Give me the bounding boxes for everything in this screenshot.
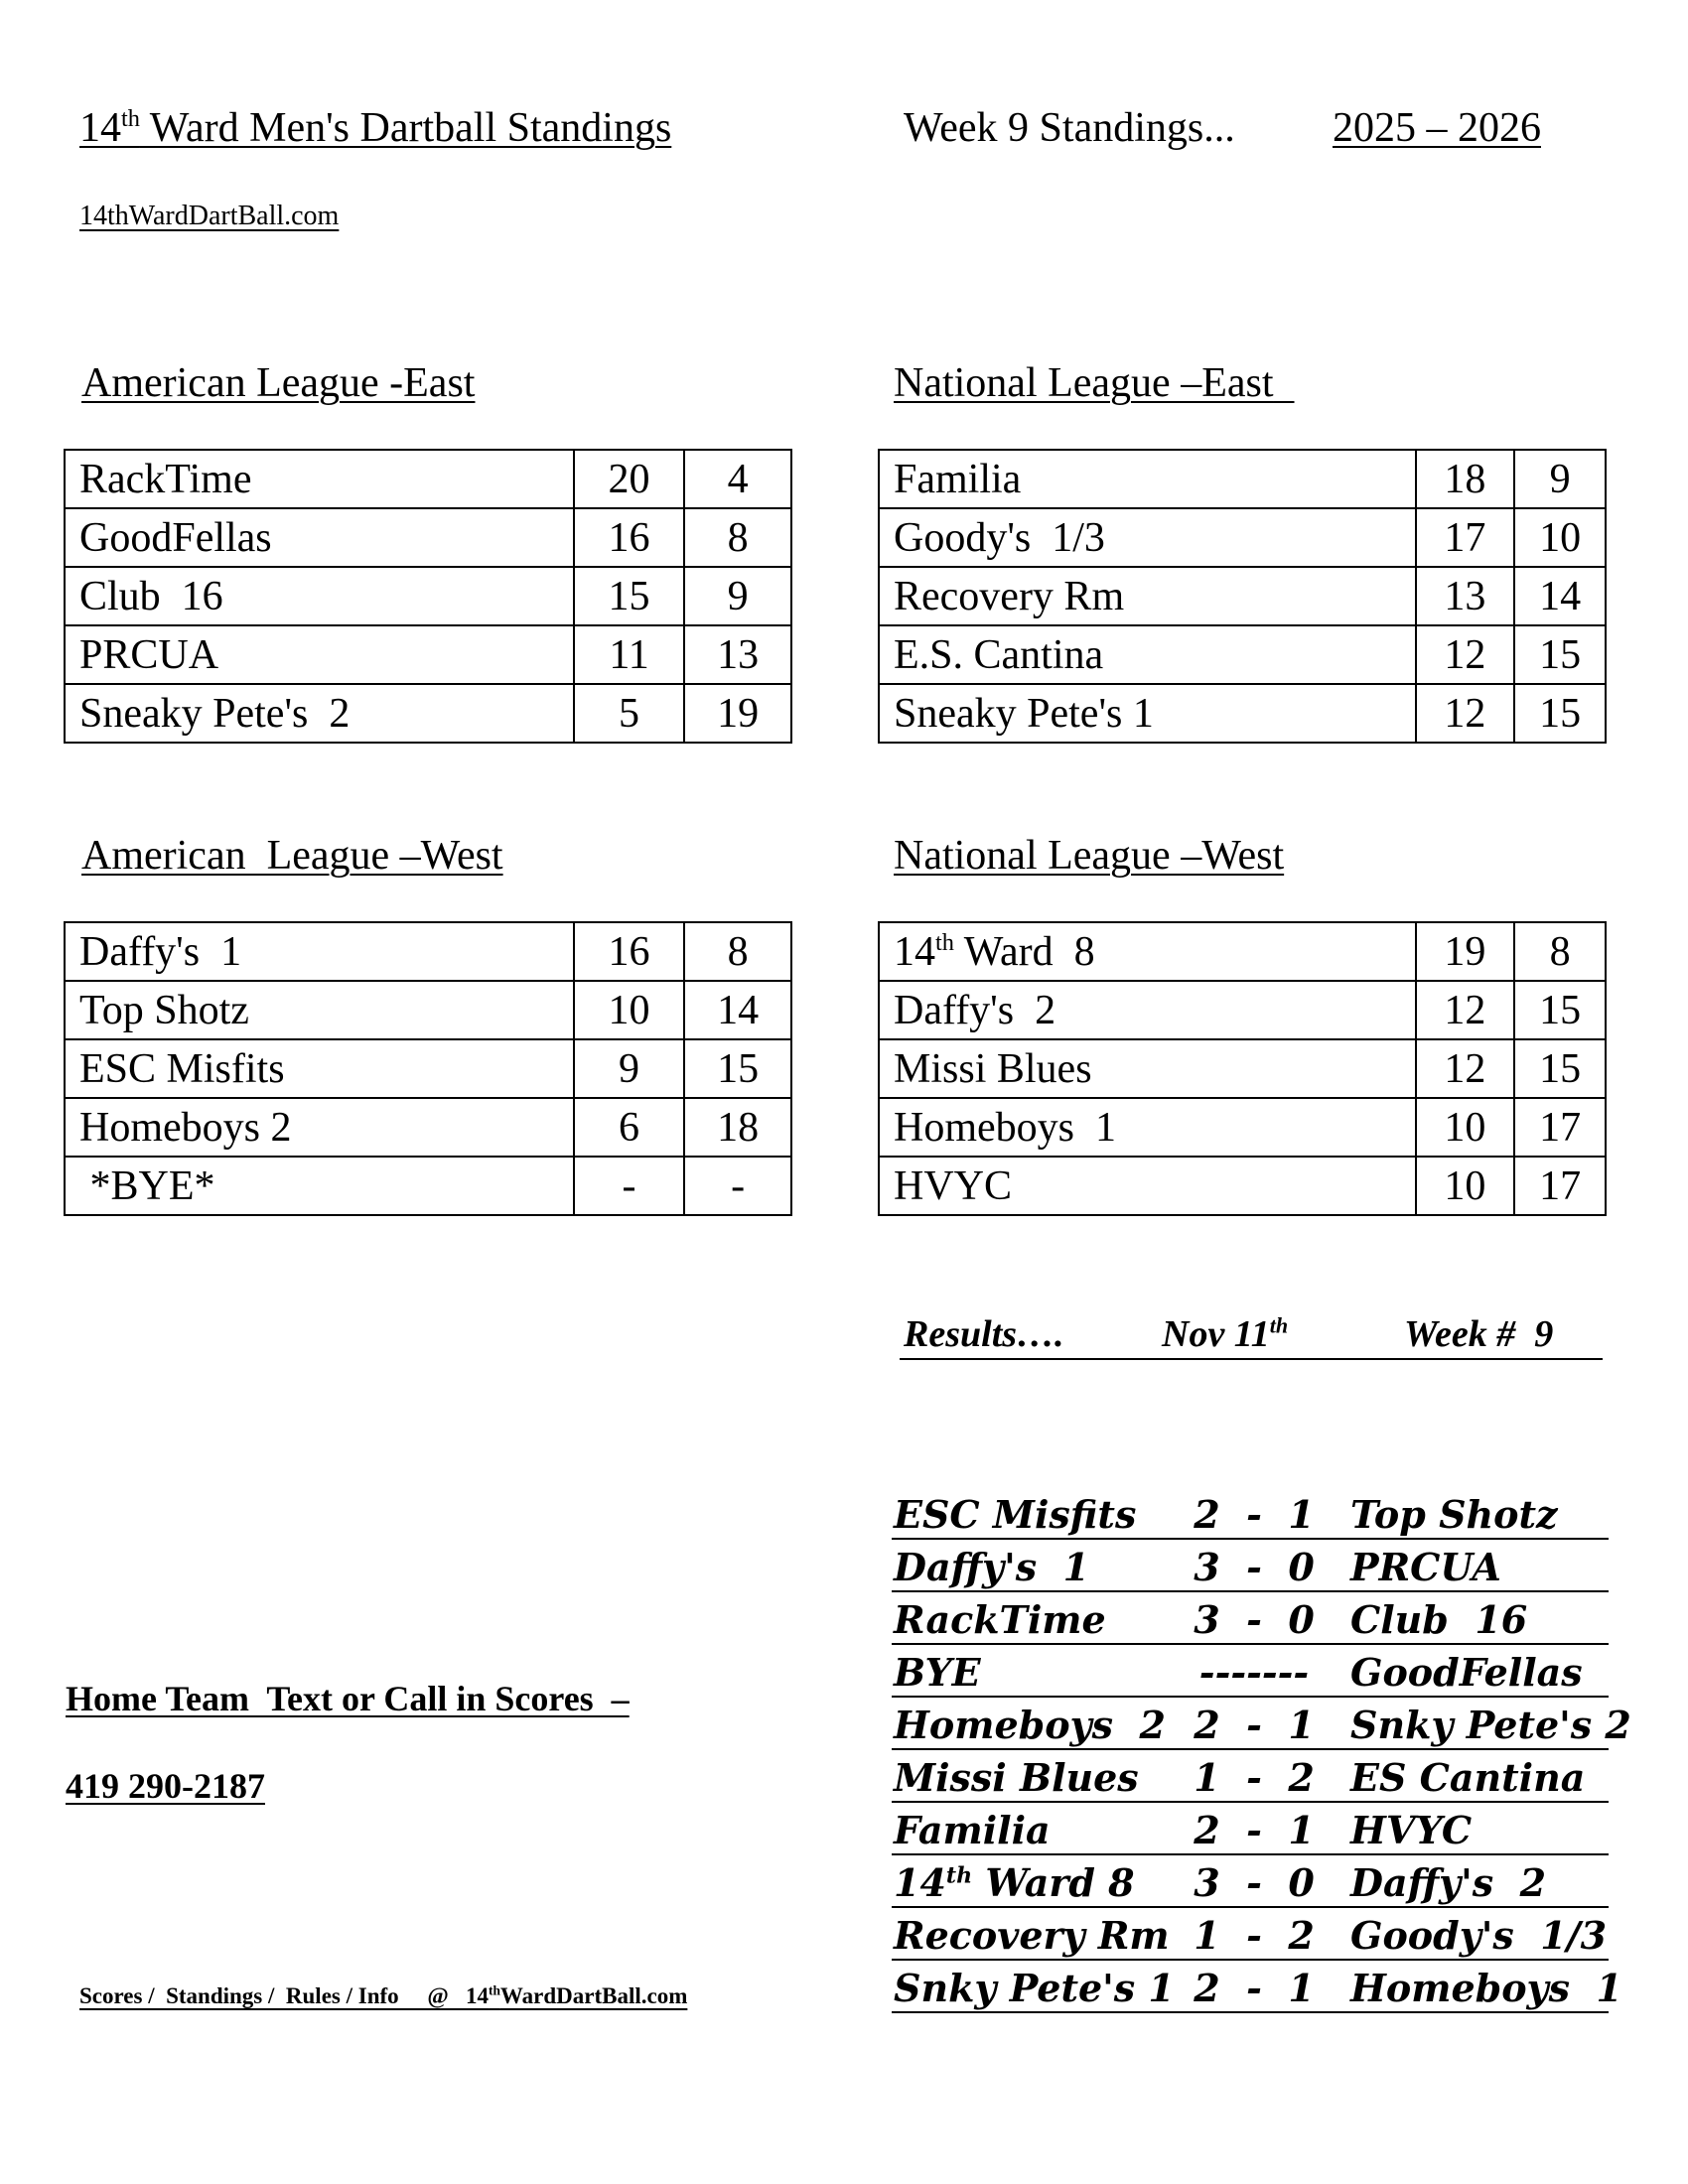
team-name: Sneaky Pete's 2 xyxy=(65,684,574,743)
result-row xyxy=(892,1698,1631,1750)
wins: 16 xyxy=(574,922,685,981)
losses: 15 xyxy=(684,1039,791,1098)
table-row xyxy=(65,1098,791,1157)
score: 2 - 1 xyxy=(1194,1808,1315,1852)
al-east-heading: American League -East xyxy=(81,360,476,406)
losses: 17 xyxy=(1514,1157,1606,1215)
wins: 19 xyxy=(1416,922,1515,981)
wins: 12 xyxy=(1416,684,1515,743)
losses: 9 xyxy=(684,567,791,625)
team-a: Homeboys 2 xyxy=(894,1703,1166,1747)
nl-east-heading: National League –East xyxy=(894,360,1274,406)
table-row xyxy=(879,567,1606,625)
nl-west-table xyxy=(878,921,1607,1216)
team-name: Club 16 xyxy=(65,567,574,625)
wins: 10 xyxy=(1416,1098,1515,1157)
losses: 17 xyxy=(1514,1098,1606,1157)
team-a: Daffy's 1 xyxy=(894,1545,1090,1589)
score: 2 - 1 xyxy=(1194,1966,1315,2010)
score: 1 - 2 xyxy=(1194,1755,1315,1800)
table-row xyxy=(65,1157,791,1215)
nl-west-heading: National League –West xyxy=(894,833,1285,879)
team-name: Familia xyxy=(879,450,1416,508)
team-name: RackTime xyxy=(65,450,574,508)
website-link[interactable]: 14thWardDartBall.com xyxy=(79,201,340,231)
wins: 10 xyxy=(574,981,685,1039)
team-name: Recovery Rm xyxy=(879,567,1416,625)
season-label: 2025 – 2026 xyxy=(1333,105,1541,151)
table-row xyxy=(879,1039,1606,1098)
losses: 4 xyxy=(684,450,791,508)
table-row xyxy=(65,981,791,1039)
table-row xyxy=(879,922,1606,981)
team-b: Homeboys 1 xyxy=(1350,1966,1622,2010)
team-name: Daffy's 1 xyxy=(65,922,574,981)
al-east-table xyxy=(64,449,792,744)
wins: 20 xyxy=(574,450,685,508)
team-a: 14th Ward 8 xyxy=(894,1860,1135,1905)
table-row xyxy=(879,981,1606,1039)
wins: 12 xyxy=(1416,1039,1515,1098)
team-b: Top Shotz xyxy=(1350,1492,1558,1537)
losses: - xyxy=(684,1157,791,1215)
team-a: Familia xyxy=(894,1808,1051,1852)
losses: 10 xyxy=(1514,508,1606,567)
team-b: HVYC xyxy=(1350,1808,1473,1852)
table-row xyxy=(879,1157,1606,1215)
team-a: ESC Misfits xyxy=(894,1492,1137,1537)
losses: 8 xyxy=(684,508,791,567)
score: 3 - 0 xyxy=(1194,1597,1315,1642)
result-row xyxy=(892,1645,1609,1698)
losses: 15 xyxy=(1514,684,1606,743)
wins: 17 xyxy=(1416,508,1515,567)
team-name: Daffy's 2 xyxy=(879,981,1416,1039)
al-west-table xyxy=(64,921,792,1216)
wins: 6 xyxy=(574,1098,685,1157)
score: 1 - 2 xyxy=(1194,1913,1315,1958)
table-row xyxy=(65,508,791,567)
results-date: Nov 11th xyxy=(1162,1312,1289,1355)
score: 2 - 1 xyxy=(1194,1492,1315,1537)
results-header xyxy=(900,1312,1603,1360)
table-row xyxy=(879,625,1606,684)
results-week: Week # 9 xyxy=(1404,1313,1554,1355)
phone-number[interactable]: 419 290-2187 xyxy=(66,1766,265,1806)
team-b: Daffy's 2 xyxy=(1350,1860,1547,1905)
team-name: PRCUA xyxy=(65,625,574,684)
losses: 15 xyxy=(1514,981,1606,1039)
wins: 18 xyxy=(1416,450,1515,508)
wins: 9 xyxy=(574,1039,685,1098)
wins: 16 xyxy=(574,508,685,567)
home-team-label: Home Team Text or Call in Scores – xyxy=(66,1679,630,1718)
result-row xyxy=(892,1961,1622,2013)
score: 3 - 0 xyxy=(1194,1860,1315,1905)
team-b: ES Cantina xyxy=(1350,1755,1586,1800)
team-a: Missi Blues xyxy=(894,1755,1139,1800)
team-name: Top Shotz xyxy=(65,981,574,1039)
team-b: GoodFellas xyxy=(1350,1650,1583,1695)
losses: 8 xyxy=(1514,922,1606,981)
losses: 13 xyxy=(684,625,791,684)
wins: 12 xyxy=(1416,981,1515,1039)
table-row xyxy=(65,625,791,684)
score: 2 - 1 xyxy=(1194,1703,1315,1747)
losses: 15 xyxy=(1514,1039,1606,1098)
results-label: Results…. xyxy=(904,1313,1064,1355)
losses: 19 xyxy=(684,684,791,743)
score: 3 - 0 xyxy=(1194,1545,1315,1589)
result-row xyxy=(892,1592,1609,1645)
team-name: E.S. Cantina xyxy=(879,625,1416,684)
losses: 15 xyxy=(1514,625,1606,684)
team-name: *BYE* xyxy=(65,1157,574,1215)
team-name: Homeboys 1 xyxy=(879,1098,1416,1157)
wins: 10 xyxy=(1416,1157,1515,1215)
losses: 14 xyxy=(684,981,791,1039)
page-title: 14th Ward Men's Dartball Standings xyxy=(79,105,672,151)
result-row xyxy=(892,1487,1609,1540)
losses: 18 xyxy=(684,1098,791,1157)
losses: 8 xyxy=(684,922,791,981)
losses: 14 xyxy=(1514,567,1606,625)
result-row xyxy=(892,1540,1609,1592)
result-row xyxy=(892,1908,1609,1961)
losses: 9 xyxy=(1514,450,1606,508)
team-name: Missi Blues xyxy=(879,1039,1416,1098)
table-row xyxy=(65,1039,791,1098)
table-row xyxy=(879,1098,1606,1157)
team-a: RackTime xyxy=(894,1597,1106,1642)
results-list xyxy=(892,1487,1631,2013)
wins: 5 xyxy=(574,684,685,743)
week-label: Week 9 Standings... xyxy=(904,105,1235,151)
wins: 11 xyxy=(574,625,685,684)
table-row xyxy=(65,567,791,625)
team-b: PRCUA xyxy=(1350,1545,1501,1589)
result-row xyxy=(892,1855,1609,1908)
table-row xyxy=(879,684,1606,743)
table-row xyxy=(879,508,1606,567)
table-row xyxy=(65,450,791,508)
result-row xyxy=(892,1803,1609,1855)
nl-east-table xyxy=(878,449,1607,744)
team-b: Club 16 xyxy=(1350,1597,1528,1642)
team-name: ESC Misfits xyxy=(65,1039,574,1098)
wins: - xyxy=(574,1157,685,1215)
table-row xyxy=(879,450,1606,508)
team-b: Snky Pete's 2 xyxy=(1350,1703,1631,1747)
team-name: 14th Ward 8 xyxy=(879,922,1416,981)
team-name: GoodFellas xyxy=(65,508,574,567)
team-a: Recovery Rm xyxy=(894,1913,1170,1958)
team-name: Goody's 1/3 xyxy=(879,508,1416,567)
score: ------- xyxy=(1198,1650,1310,1695)
table-row xyxy=(65,684,791,743)
result-row xyxy=(892,1750,1609,1803)
wins: 15 xyxy=(574,567,685,625)
team-name: Homeboys 2 xyxy=(65,1098,574,1157)
wins: 12 xyxy=(1416,625,1515,684)
team-name: HVYC xyxy=(879,1157,1416,1215)
footer-note: Scores / Standings / Rules / Info @ 14thWardDartBall.com xyxy=(79,1982,688,2008)
al-west-heading: American League –West xyxy=(81,833,503,879)
table-row xyxy=(65,922,791,981)
team-a: Snky Pete's 1 xyxy=(894,1966,1175,2010)
team-name: Sneaky Pete's 1 xyxy=(879,684,1416,743)
team-b: Goody's 1/3 xyxy=(1350,1913,1608,1958)
team-a: BYE xyxy=(894,1650,981,1695)
wins: 13 xyxy=(1416,567,1515,625)
